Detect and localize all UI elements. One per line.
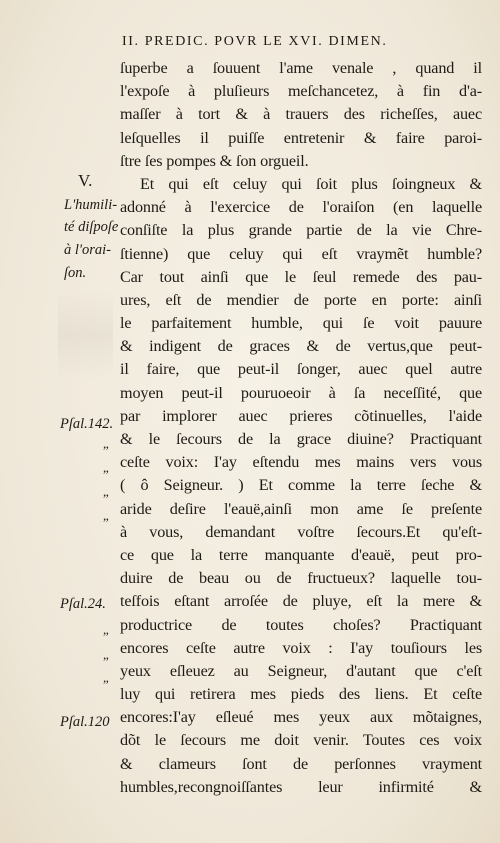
text-line: ceſte voix: I'ay eſtendu mes mains vers vous — [120, 453, 482, 472]
quote-mark: „ — [103, 460, 108, 475]
body-text — [120, 57, 482, 799]
text-line: Car tout ainſi que le ſeul remede des pau- — [120, 267, 482, 286]
text-line: ſtre ſes pompes & ſon orgueil. — [120, 151, 309, 170]
text-line: par implorer auec prieres cõtinuelles, l'aide — [120, 406, 482, 425]
text-line: Et qui eſt celuy qui ſoit plus ſoingneux & — [140, 174, 482, 193]
text-line: & indigent de graces & de vertus,que peut- — [120, 337, 482, 356]
quote-mark: „ — [103, 436, 108, 451]
text-line: moyen peut-il pouruoeoir à ſa neceſſité, que — [120, 383, 482, 402]
text-line: dõt le ſecours me doit venir. Toutes ces voix — [120, 731, 482, 750]
text-line: le parfaitement humble, qui ſe voit pauure — [120, 314, 482, 333]
quote-mark: „ — [103, 622, 108, 637]
text-line: ſuperbe a ſouuent l'ame venale , quand il — [120, 59, 482, 77]
text-line: aride deſire l'eauë,ainſi mon ame ſe preſente — [120, 499, 482, 518]
text-line: à vous, demandant voſtre ſecours.Et qu'eſt- — [120, 522, 482, 541]
text-line: l'expoſe à pluſieurs meſchancetez, à fin d'a- — [120, 82, 482, 101]
text-line: ( ô Seigneur. ) Et comme la terre ſeche & — [120, 476, 482, 495]
text-line: ures, eſt de mendier de porte en porte: ainſi — [120, 290, 482, 309]
citation-psalm-142: Pſal.142. — [60, 416, 114, 432]
margin-column — [0, 0, 120, 843]
text-line: luy qui retirera mes pieds des liens. Et ceſte — [120, 685, 482, 704]
text-line: duire de beau ou de fructueux? laquelle tou- — [120, 569, 482, 588]
quote-mark: „ — [103, 670, 108, 685]
quote-mark: „ — [103, 508, 108, 523]
text-line: conſiſte la plus grande partie de la vie Chre- — [120, 221, 482, 240]
text-line: encores:I'ay eſleué mes yeux aux mõtaignes, — [120, 708, 482, 727]
text-line: ce que la terre manquante d'eauë, peut pro- — [120, 545, 482, 564]
text-line: ſtienne) que celuy qui eſt vraymẽt humble? — [120, 244, 482, 263]
text-line: leſquelles il puiſſe entretenir & faire paroi- — [120, 128, 482, 147]
quote-mark: „ — [103, 484, 108, 499]
side-note-line: ſon. — [64, 265, 87, 281]
text-line: humbles,recongnoiſſantes leur infirmité & — [120, 777, 482, 796]
text-line: teſfois eſtant arroſée de pluye, eſt la mere & — [120, 592, 482, 611]
text-line: productrice de toutes choſes? Practiquant — [120, 615, 482, 634]
text-line: & le ſecours de la grace diuine? Practiquant — [120, 430, 482, 448]
text-line: encores ceſte autre voix : I'ay touſiours les — [120, 638, 482, 657]
show-through-shadow — [58, 290, 113, 380]
text-line: adonné à l'exercice de l'oraiſon (en laquelle — [120, 198, 482, 217]
quote-mark: „ — [103, 647, 108, 662]
citation-psalm-120: Pſal.120 — [60, 714, 110, 730]
side-note-line: L'humili- — [64, 197, 118, 213]
section-numeral: V. — [78, 171, 93, 190]
citation-psalm-24: Pſal.24. — [60, 596, 106, 612]
side-note-line: té diſpoſe — [64, 219, 119, 235]
running-header: II. PREDIC. POVR LE XVI. DIMEN. — [122, 34, 388, 49]
text-line: & clameurs ſont de perſonnes vrayment — [120, 754, 482, 773]
side-note-line: à l'orai- — [64, 242, 112, 258]
text-line: yeux eſleuez au Seigneur, d'autant que c'eſt — [120, 661, 482, 680]
text-line: il faire, que peut-il ſonger, auec quel autre — [120, 360, 482, 379]
text-line: maſſer à tort & à trauers des richeſſes, auec — [120, 105, 482, 124]
